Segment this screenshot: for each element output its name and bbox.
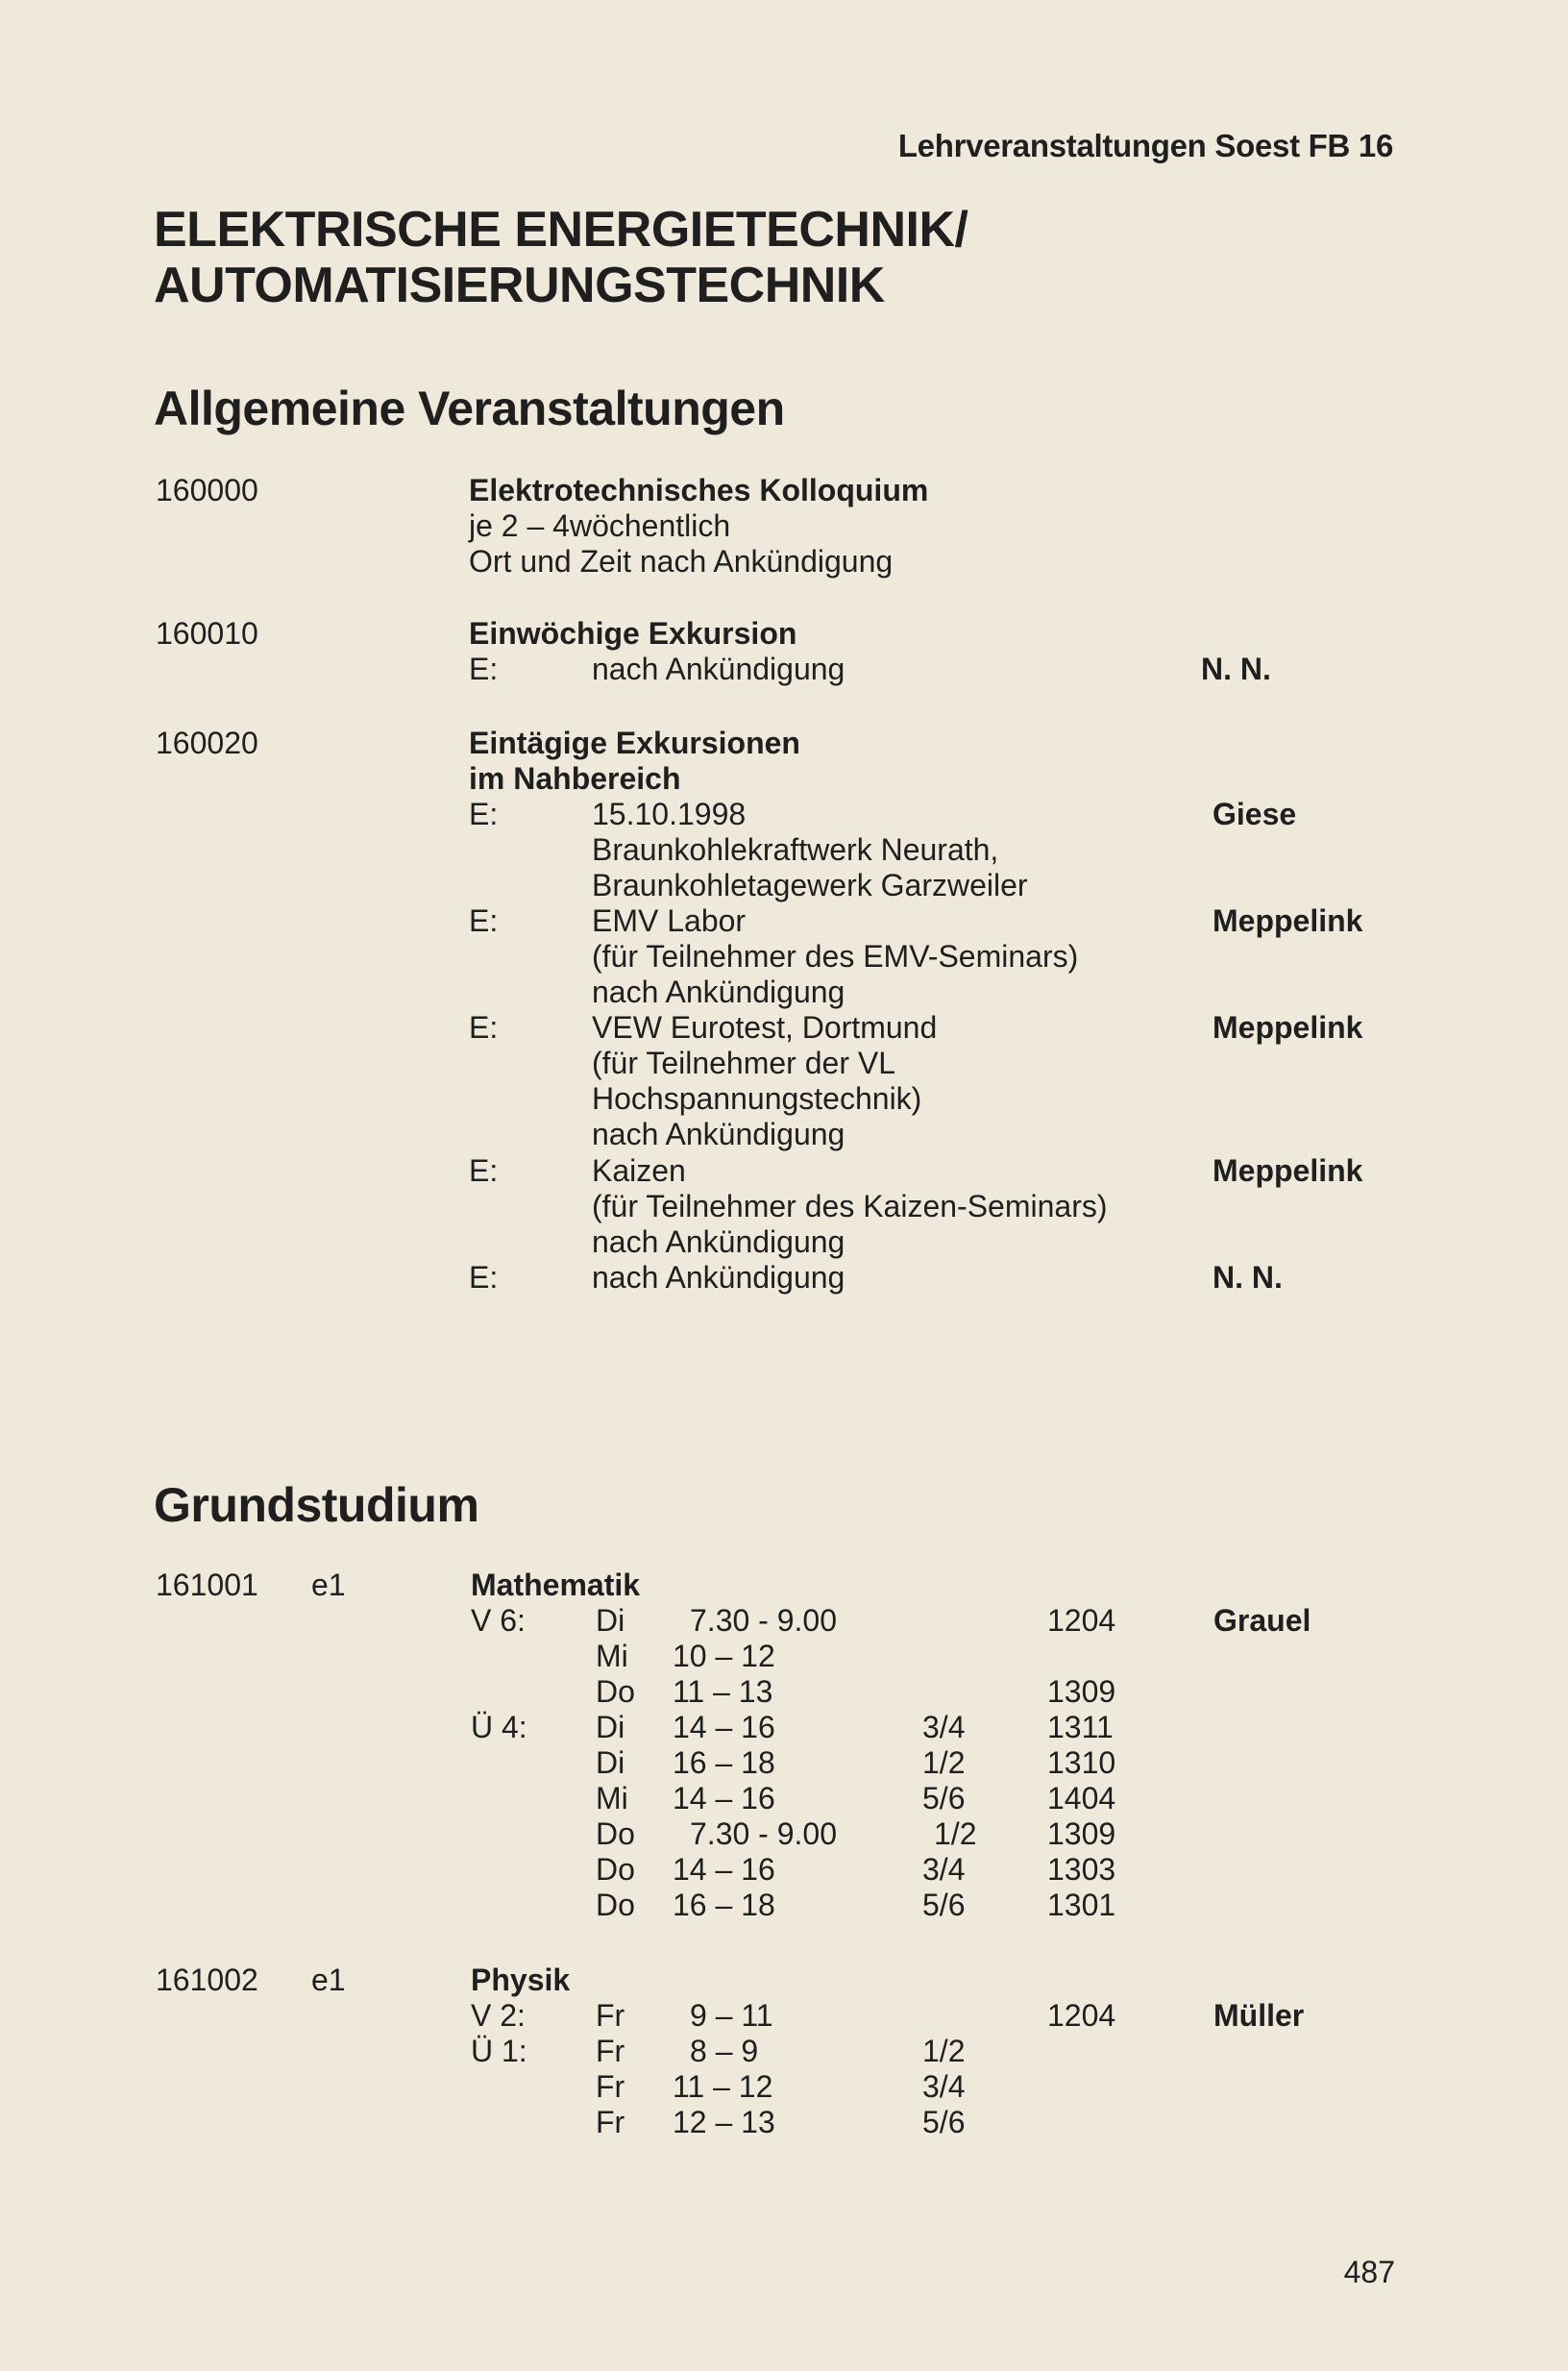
time: 10 – 12 (673, 1639, 775, 1673)
event-text: nach Ankündigung (592, 1117, 845, 1151)
event-text: Braunkohletagewerk Garzweiler (592, 868, 1028, 902)
room: 1301 (1047, 1888, 1116, 1922)
lecturer: Müller (1213, 1998, 1305, 2033)
weekday: Di (596, 1603, 625, 1638)
course-number: 160020 (156, 726, 258, 760)
event-type: E: (469, 1010, 499, 1045)
room: 1303 (1047, 1852, 1116, 1887)
page-title-line-2: AUTOMATISIERUNGSTECHNIK (154, 258, 885, 313)
time: 16 – 18 (673, 1745, 775, 1780)
event-text: nach Ankündigung (592, 975, 845, 1009)
event-text: (für Teilnehmer des EMV-Seminars) (592, 939, 1079, 974)
room: 1311 (1047, 1710, 1114, 1744)
course-title: Mathematik (471, 1568, 641, 1602)
course-note: Ort und Zeit nach Ankündigung (469, 544, 894, 579)
course-title: Einwöchige Exkursion (469, 616, 797, 651)
semester: 1/2 (922, 1745, 966, 1780)
weekday: Mi (596, 1639, 628, 1673)
weekday: Di (596, 1710, 625, 1744)
time: 7.30 - 9.00 (690, 1603, 837, 1638)
semester: 1/2 (934, 1816, 977, 1851)
event-text: (für Teilnehmer des Kaizen-Seminars) (592, 1189, 1108, 1223)
semester: 1/2 (922, 2034, 966, 2068)
lecturer: N. N. (1201, 652, 1271, 686)
time: 12 – 13 (673, 2105, 775, 2139)
event-type: E: (469, 1260, 499, 1295)
room: 1404 (1047, 1781, 1116, 1815)
event-text: (für Teilnehmer der VL (592, 1046, 895, 1080)
room: 1309 (1047, 1816, 1116, 1851)
event-type: E: (469, 903, 499, 938)
time: 7.30 - 9.00 (690, 1816, 837, 1851)
time: 11 – 13 (673, 1674, 773, 1709)
semester: 5/6 (922, 1888, 966, 1922)
event-type: V 6: (471, 1603, 526, 1638)
time: 9 – 11 (690, 1998, 773, 2033)
course-title: Elektrotechnisches Kolloquium (469, 473, 929, 507)
weekday: Do (596, 1674, 635, 1709)
weekday: Fr (596, 2034, 625, 2068)
course-number: 161002 (156, 1963, 258, 1997)
weekday: Mi (596, 1781, 628, 1815)
event-type: E: (469, 652, 499, 686)
event-text: Kaizen (592, 1153, 686, 1188)
time: 8 – 9 (690, 2034, 759, 2068)
semester: 3/4 (922, 2069, 966, 2104)
weekday: Fr (596, 1998, 625, 2033)
event-text: nach Ankündigung (592, 1260, 845, 1295)
event-type: E: (469, 1153, 499, 1188)
event-text: VEW Eurotest, Dortmund (592, 1010, 938, 1045)
running-header: Lehrveranstaltungen Soest FB 16 (897, 128, 1393, 163)
event-text: nach Ankündigung (592, 652, 845, 686)
event-text: EMV Labor (592, 903, 747, 938)
time: 16 – 18 (673, 1888, 775, 1922)
weekday: Fr (596, 2069, 625, 2104)
event-text: 15.10.1998 (592, 797, 747, 831)
event-text: Hochspannungstechnik) (592, 1081, 922, 1116)
room: 1204 (1047, 1998, 1116, 2033)
page-number: 487 (1343, 2255, 1395, 2289)
time: 14 – 16 (673, 1710, 775, 1744)
course-title: im Nahbereich (469, 761, 681, 796)
event-text: nach Ankündigung (592, 1224, 845, 1259)
weekday: Di (596, 1745, 625, 1780)
event-type: V 2: (471, 1998, 526, 2033)
room: 1310 (1047, 1745, 1116, 1780)
lecturer: Meppelink (1213, 1010, 1363, 1045)
course-title: Eintägige Exkursionen (469, 726, 800, 760)
time: 14 – 16 (673, 1852, 775, 1887)
room: 1204 (1047, 1603, 1116, 1638)
weekday: Do (596, 1816, 635, 1851)
lecturer: N. N. (1213, 1260, 1283, 1295)
course-number: 160010 (156, 616, 258, 651)
weekday: Fr (596, 2105, 625, 2139)
lecturer: Giese (1213, 797, 1297, 831)
event-type: Ü 1: (471, 2034, 527, 2068)
course-title: Physik (471, 1963, 571, 1997)
event-type: Ü 4: (471, 1710, 527, 1744)
room: 1309 (1047, 1674, 1116, 1709)
lecturer: Grauel (1213, 1603, 1311, 1638)
course-code: e1 (311, 1963, 346, 1997)
course-number: 161001 (156, 1568, 258, 1602)
course-code: e1 (311, 1568, 346, 1602)
section-heading-grundstudium: Grundstudium (154, 1478, 479, 1532)
semester: 3/4 (922, 1852, 966, 1887)
semester: 3/4 (922, 1710, 966, 1744)
time: 11 – 12 (673, 2069, 773, 2104)
event-text: Braunkohlekraftwerk Neurath, (592, 832, 999, 867)
weekday: Do (596, 1852, 635, 1887)
weekday: Do (596, 1888, 635, 1922)
lecturer: Meppelink (1213, 1153, 1363, 1188)
time: 14 – 16 (673, 1781, 775, 1815)
section-heading-allgemeine: Allgemeine Veranstaltungen (154, 382, 785, 435)
semester: 5/6 (922, 1781, 966, 1815)
course-note: je 2 – 4wöchentlich (469, 508, 731, 543)
course-number: 160000 (156, 473, 258, 507)
event-type: E: (469, 797, 499, 831)
lecturer: Meppelink (1213, 903, 1363, 938)
semester: 5/6 (922, 2105, 966, 2139)
page-title-line-1: ELEKTRISCHE ENERGIETECHNIK/ (154, 202, 968, 258)
